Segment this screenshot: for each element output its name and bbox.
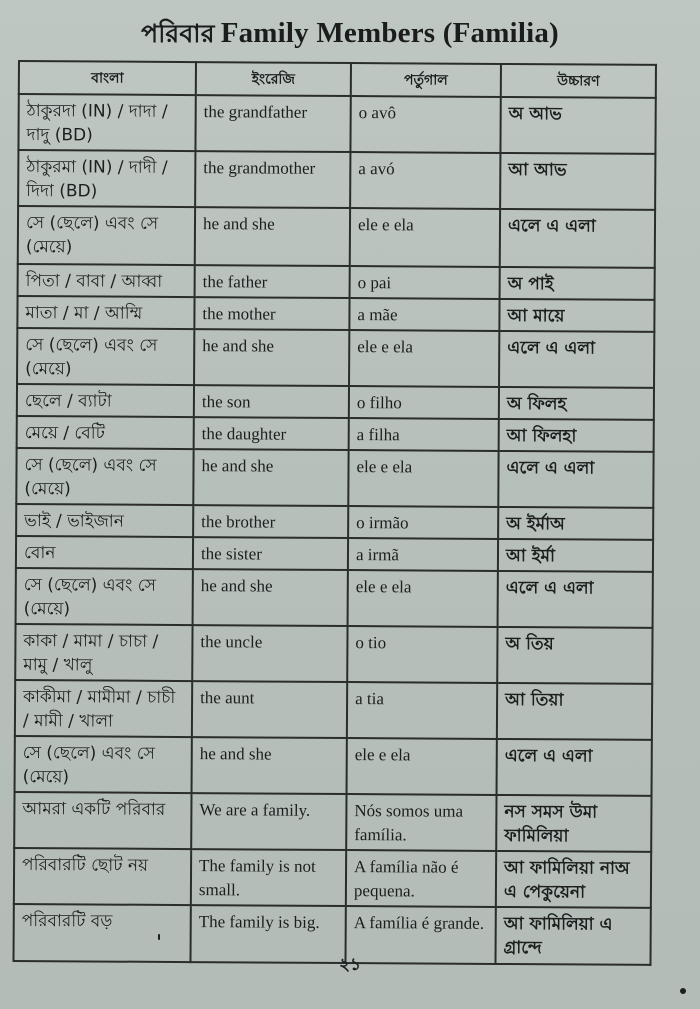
cell-pronunciation: আ তিয়া <box>497 683 652 740</box>
cell-pronunciation: এলে এ এলা <box>498 451 653 508</box>
table-row <box>14 792 651 852</box>
cell-pronunciation: আ ফামিলিয়া এ গ্রান্দে <box>495 907 650 965</box>
table-header-row <box>19 61 656 98</box>
cell-bengali: কাকীমা / মামীমা / চাচী / মামী / খালা <box>15 680 192 737</box>
cell-pronunciation: অ আভ <box>500 97 655 154</box>
table-row <box>17 296 654 332</box>
table-row <box>16 536 653 572</box>
cell-portuguese: ele e ela <box>348 450 498 507</box>
cell-bengali: পিতা / বাবা / আব্বা <box>18 264 195 297</box>
cell-portuguese: a mãe <box>349 298 499 331</box>
table-row <box>15 680 652 740</box>
cell-portuguese: o irmão <box>348 506 498 539</box>
table-row <box>15 736 652 796</box>
cell-portuguese: ele e ela <box>350 208 500 267</box>
table-row <box>17 384 654 420</box>
cell-english: he and she <box>192 737 347 794</box>
cell-pronunciation: আ ফামিলিয়া নাঅ এ পেকুয়েনা <box>496 851 651 908</box>
cell-portuguese: A família não é pequena. <box>346 850 496 907</box>
cell-portuguese: a filha <box>349 418 499 451</box>
cell-bengali: আমরা একটি পরিবার <box>14 792 191 849</box>
table-row <box>17 328 654 388</box>
cell-pronunciation: আ আভ <box>500 153 655 210</box>
cell-english: the uncle <box>192 625 347 682</box>
cell-portuguese: o avô <box>350 96 500 153</box>
table-row <box>15 624 652 684</box>
cell-english: the son <box>194 385 349 418</box>
cell-bengali: পরিবারটি বড় <box>13 904 190 962</box>
cell-english: he and she <box>195 207 350 266</box>
cell-pronunciation: অ তিয় <box>497 627 652 684</box>
cell-bengali: ছেলে / ব্যাটা <box>17 384 194 417</box>
table-row <box>18 94 655 154</box>
cell-english: the father <box>195 265 350 298</box>
cell-bengali: সে (ছেলে) এবং সে (মেয়ে) <box>15 736 192 793</box>
vocabulary-table <box>12 60 656 966</box>
header-pronunciation: উচ্চারণ <box>501 64 656 98</box>
cell-english: the brother <box>193 505 348 538</box>
ink-speck <box>680 988 686 994</box>
cell-english: he and she <box>193 449 348 506</box>
cell-english: We are a family. <box>191 793 346 850</box>
cell-pronunciation: আ ফিলহা <box>499 419 654 452</box>
cell-english: the mother <box>194 297 349 330</box>
cell-bengali: সে (ছেলে) এবং সে (মেয়ে) <box>18 206 195 265</box>
page-title-bengali: পরিবার <box>141 19 215 48</box>
cell-english: The family is not small. <box>191 849 346 906</box>
cell-pronunciation: আ মায়ে <box>499 299 654 332</box>
cell-portuguese: ele e ela <box>347 738 497 795</box>
cell-pronunciation: আ ইর্মা <box>498 539 653 572</box>
table-row <box>16 448 653 508</box>
table-row <box>17 416 654 452</box>
cell-pronunciation: অ ফিলহ <box>499 387 654 420</box>
cell-english: he and she <box>193 569 348 626</box>
cell-pronunciation: নস সমস উমা ফামিলিয়া <box>496 795 651 852</box>
page-number: ২১ <box>338 955 362 975</box>
table-row <box>14 848 651 908</box>
cell-bengali: মেয়ে / বেটি <box>17 416 194 449</box>
cell-portuguese: a irmã <box>348 538 498 571</box>
cell-english: the grandfather <box>195 95 350 152</box>
table-row <box>16 504 653 540</box>
cell-pronunciation: এলে এ এলা <box>498 571 653 628</box>
cell-pronunciation: এলে এ এলা <box>499 331 654 388</box>
cell-pronunciation: এলে এ এলা <box>497 739 652 796</box>
cell-portuguese: ele e ela <box>349 330 499 387</box>
cell-english: he and she <box>194 329 349 386</box>
cell-bengali: ভাই / ভাইজান <box>16 504 193 537</box>
cell-pronunciation: এলে এ এলা <box>500 209 655 268</box>
cell-bengali: পরিবারটি ছোট নয় <box>14 848 191 905</box>
cell-portuguese: o pai <box>350 266 500 299</box>
cell-english: the sister <box>193 537 348 570</box>
cell-portuguese: ele e ela <box>348 570 498 627</box>
cell-pronunciation: অ পাই <box>500 267 655 300</box>
cell-bengali: বোন <box>16 536 193 569</box>
cell-english: the aunt <box>192 681 347 738</box>
cell-bengali: মাতা / মা / আম্মি <box>17 296 194 329</box>
cell-portuguese: a avó <box>350 152 500 209</box>
cell-portuguese: a tia <box>347 682 497 739</box>
cell-english: the daughter <box>194 417 349 450</box>
cell-bengali: সে (ছেলে) এবং সে (মেয়ে) <box>17 328 194 385</box>
cell-bengali: ঠাকুরদা (IN) / দাদা / দাদু (BD) <box>18 94 195 151</box>
cell-pronunciation: অ ইর্মাঅ <box>498 507 653 540</box>
cell-bengali: সে (ছেলে) এবং সে (মেয়ে) <box>16 568 193 625</box>
cell-portuguese: o filho <box>349 386 499 419</box>
table-row <box>18 150 655 210</box>
cell-portuguese: o tio <box>347 626 497 683</box>
table-row <box>18 264 655 300</box>
table-row <box>16 568 653 628</box>
cell-portuguese: Nós somos uma família. <box>346 794 496 851</box>
cell-portuguese: A família é grande. <box>345 906 495 964</box>
header-portuguese: পর্তুগাল <box>351 63 501 97</box>
cell-english: the grandmother <box>195 151 350 208</box>
cell-english: The family is big. <box>190 905 345 963</box>
cell-bengali: সে (ছেলে) এবং সে (মেয়ে) <box>16 448 193 505</box>
header-english: ইংরেজি <box>196 62 351 96</box>
page-title-main: Family Members (Familia) <box>220 17 559 49</box>
cell-bengali: ঠাকুরমা (IN) / দাদী / দিদা (BD) <box>18 150 195 207</box>
table-row <box>18 206 655 268</box>
cell-bengali: কাকা / মামা / চাচা / মামু / খালু <box>15 624 192 681</box>
header-bengali: বাংলা <box>19 61 196 95</box>
page-title <box>0 14 700 57</box>
ink-speck <box>158 934 160 940</box>
